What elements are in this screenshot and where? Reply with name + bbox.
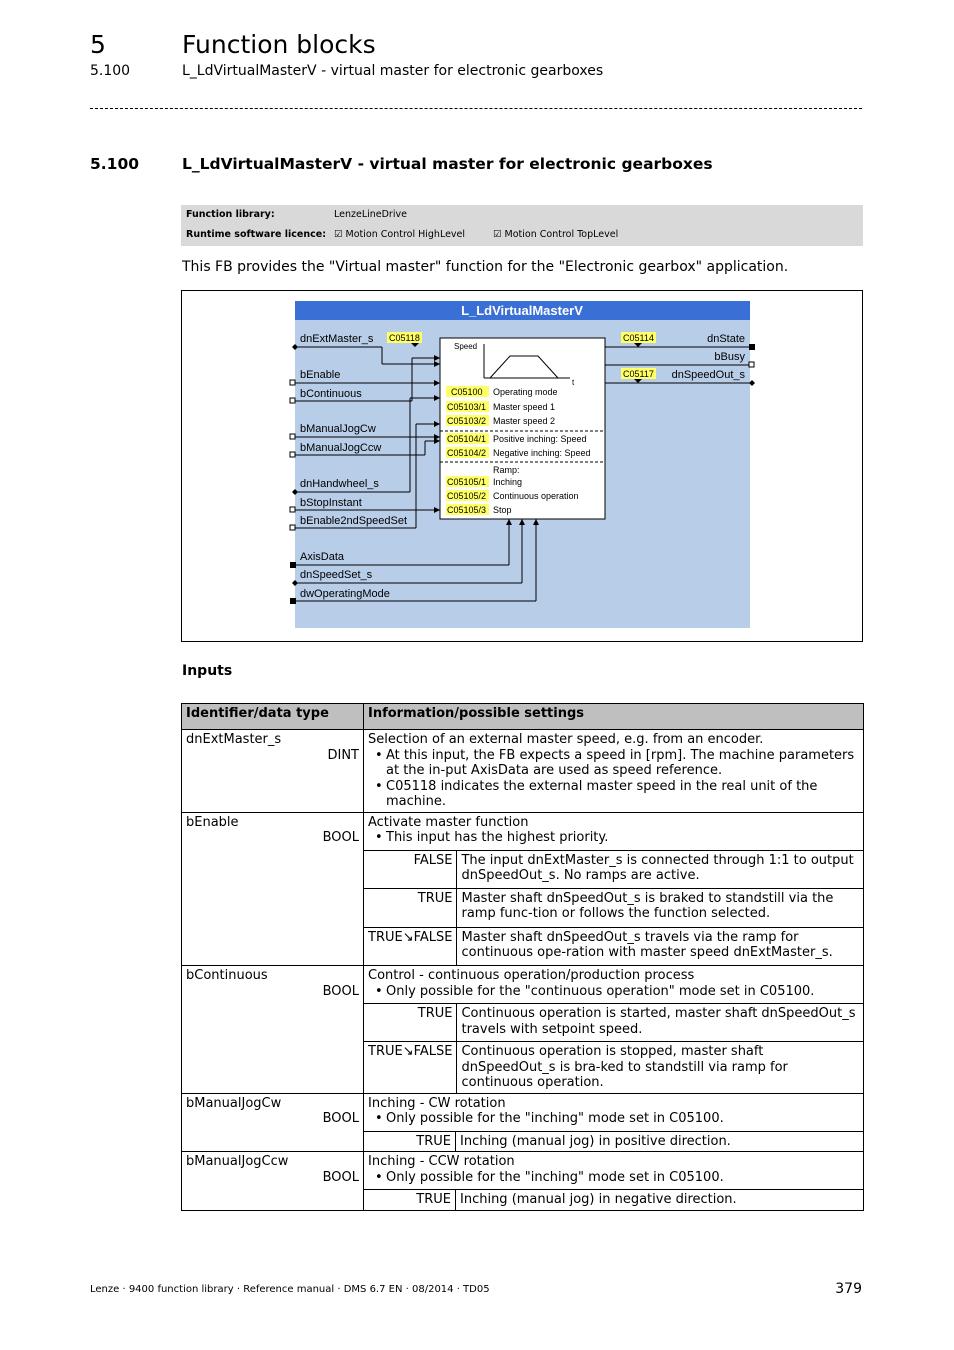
- footer-text: Lenze · 9400 function library · Reference manual · DMS 6.7 EN · 08/2014 · TD05: [90, 1284, 490, 1295]
- value-cell: FALSE: [364, 850, 457, 888]
- output-label-dnState: dnState: [707, 333, 745, 345]
- code-mode: C05100: [451, 387, 483, 397]
- row-desc: Selection of an external master speed, e.g. from an encoder.: [368, 732, 764, 747]
- value-cell: TRUE: [364, 1131, 456, 1151]
- code-ms2: C05103/2: [447, 416, 487, 426]
- code-r2: C05105/2: [447, 491, 487, 501]
- code-neg: C05104/2: [447, 448, 487, 458]
- value-desc: Master shaft dnSpeedOut_s travels via the ramp for continuous ope-ration with master speed dnExtMaster_s.: [457, 927, 863, 965]
- value-desc: Master shaft dnSpeedOut_s is braked to standstill via the ramp func-tion or follows the function selected.: [457, 888, 863, 927]
- value-table: [364, 1003, 863, 1093]
- value-desc: Inching (manual jog) in negative direction.: [456, 1190, 864, 1210]
- output-label-bBusy: bBusy: [714, 351, 745, 363]
- row-bullet: • Only possible for the "inching" mode set in C05100.: [368, 1170, 859, 1186]
- col-header-info: Information/possible settings: [364, 704, 864, 730]
- chart-speed-label: Speed: [454, 342, 478, 351]
- value-cell: TRUE↘FALSE: [364, 1042, 457, 1093]
- library-label: Function library:: [186, 209, 275, 220]
- row-id: dnExtMaster_s: [186, 732, 282, 747]
- row-bullet: • At this input, the FB expects a speed in [rpm]. The machine parameters at the in-put AxisData are used as speed reference.: [368, 748, 859, 779]
- row-id: bContinuous: [186, 968, 268, 983]
- page-number: 379: [835, 1281, 862, 1297]
- param-r3: Stop: [493, 505, 512, 515]
- row-desc: Activate master function: [368, 814, 529, 830]
- row-type: BOOL: [322, 983, 359, 999]
- input-label-dnHandwheel: dnHandwheel_s: [300, 478, 379, 490]
- row-type: DINT: [327, 747, 359, 763]
- value-cell: TRUE: [364, 1004, 457, 1042]
- value-desc: The input dnExtMaster_s is connected through 1:1 to output dnSpeedOut_s. No ramps are active.: [457, 850, 863, 888]
- output-label-dnSpeedOut: dnSpeedOut_s: [671, 369, 745, 381]
- licence-label: Runtime software licence:: [186, 229, 326, 240]
- chart-t-label: t: [572, 378, 575, 387]
- input-label-bManualJogCw: bManualJogCw: [300, 423, 376, 435]
- row-id: bManualJogCcw: [186, 1154, 289, 1169]
- table-row: [182, 1152, 864, 1211]
- code-ms1: C05103/1: [447, 402, 487, 412]
- input-label-dwOperatingMode: dwOperatingMode: [300, 588, 390, 600]
- value-desc: Continuous operation is stopped, master shaft dnSpeedOut_s is bra-ked to standstill via ramp for continuous operation.: [457, 1042, 863, 1093]
- param-ms2: Master speed 2: [493, 416, 556, 426]
- fb-title: L_LdVirtualMasterV: [461, 303, 583, 318]
- row-desc: Inching - CCW rotation: [368, 1154, 515, 1169]
- section-title: L_LdVirtualMasterV - virtual master for electronic gearboxes: [182, 155, 713, 173]
- value-cell: TRUE: [364, 1190, 456, 1210]
- inputs-heading: Inputs: [182, 663, 233, 679]
- row-bullet: • C05118 indicates the external master speed in the real unit of the machine.: [368, 779, 859, 810]
- row-type: BOOL: [322, 1169, 359, 1185]
- value-table: [364, 850, 863, 966]
- section-number: 5.100: [90, 155, 140, 173]
- code-ext-master: C05118: [389, 333, 420, 343]
- row-type: BOOL: [322, 1111, 359, 1126]
- input-label-bEnable: bEnable: [300, 369, 341, 381]
- table-row: [182, 812, 864, 966]
- value-table: [364, 1189, 863, 1210]
- param-r2: Continuous operation: [493, 491, 579, 501]
- code-pos: C05104/1: [447, 434, 487, 444]
- value-desc: Continuous operation is started, master shaft dnSpeedOut_s travels with setpoint speed.: [457, 1004, 863, 1042]
- row-type: BOOL: [322, 830, 359, 845]
- input-label-dnExtMaster: dnExtMaster_s: [300, 333, 374, 345]
- fb-diagram: [0, 0, 954, 660]
- subheader-number: 5.100: [90, 63, 131, 79]
- chapter-title: Function blocks: [182, 30, 376, 59]
- row-id: bManualJogCw: [186, 1095, 282, 1111]
- input-label-AxisData: AxisData: [300, 551, 345, 563]
- col-header-id: Identifier/data type: [182, 704, 364, 730]
- input-label-bStopInstant: bStopInstant: [300, 497, 362, 509]
- input-label-bContinuous: bContinuous: [300, 388, 362, 400]
- value-cell: TRUE: [364, 888, 457, 927]
- input-label-bManualJogCcw: bManualJogCcw: [300, 442, 382, 454]
- value-cell: TRUE↘FALSE: [364, 927, 457, 965]
- subheader-title: L_LdVirtualMasterV - virtual master for electronic gearboxes: [182, 63, 604, 79]
- table-header-row: [182, 704, 864, 730]
- row-bullet: • Only possible for the "inching" mode set in C05100.: [368, 1111, 859, 1127]
- row-desc: Control - continuous operation/production process: [368, 968, 695, 983]
- input-label-bEnable2ndSpeedSet: bEnable2ndSpeedSet: [300, 515, 408, 527]
- table-row: [182, 1093, 864, 1152]
- param-neg: Negative inching: Speed: [493, 448, 591, 458]
- code-r3: C05105/3: [447, 505, 487, 515]
- code-speedout: C05117: [623, 369, 654, 379]
- code-state: C05114: [623, 333, 654, 343]
- value-desc: Inching (manual jog) in positive direction.: [456, 1131, 864, 1151]
- licence-option-toplevel: ☑ Motion Control TopLevel: [493, 229, 619, 240]
- param-pos: Positive inching: Speed: [493, 434, 587, 444]
- table-row: [182, 730, 864, 813]
- licence-option-highlevel: ☑ Motion Control HighLevel: [334, 229, 466, 240]
- row-desc: Inching - CW rotation: [368, 1095, 506, 1111]
- table-row: [182, 966, 864, 1094]
- param-r1: Inching: [493, 477, 523, 487]
- chapter-number: 5: [90, 30, 106, 59]
- input-label-dnSpeedSet: dnSpeedSet_s: [300, 569, 373, 581]
- param-ms1: Master speed 1: [493, 402, 556, 412]
- row-id: bEnable: [186, 814, 239, 830]
- value-table: [364, 1131, 863, 1152]
- param-mode: Operating mode: [493, 387, 558, 397]
- inputs-table: [181, 703, 864, 1211]
- row-bullet: • Only possible for the "continuous operation" mode set in C05100.: [368, 984, 859, 1000]
- intro-text: This FB provides the "Virtual master" function for the "Electronic gearbox" application.: [182, 259, 789, 275]
- param-ramp: Ramp:: [493, 465, 520, 475]
- code-r1: C05105/1: [447, 477, 487, 487]
- row-bullet: • This input has the highest priority.: [368, 830, 859, 846]
- library-value: LenzeLineDrive: [334, 209, 407, 220]
